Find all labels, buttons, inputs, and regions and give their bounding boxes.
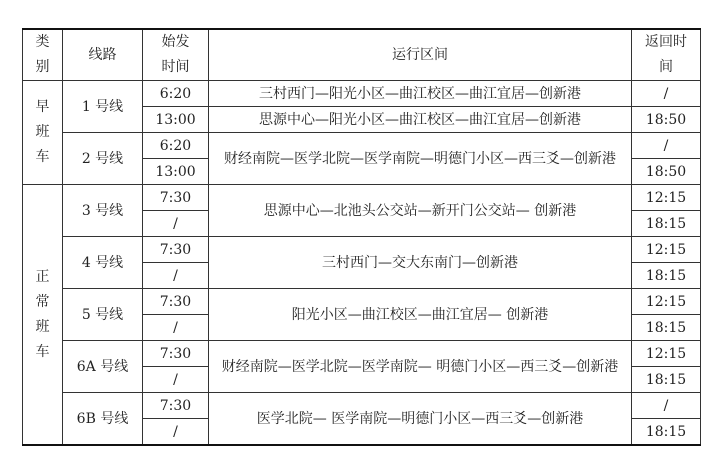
departure-time: 6:20 xyxy=(143,81,209,107)
header-route: 线路 xyxy=(63,29,143,81)
bus-schedule-table xyxy=(22,28,701,446)
table-row xyxy=(23,289,701,315)
departure-time: / xyxy=(143,315,209,341)
route-section: 财经南院—医学北院—医学南院— 明德门小区—西三爻—创新港 xyxy=(209,341,632,393)
return-time: 12:15 xyxy=(632,185,701,211)
return-time: 12:15 xyxy=(632,289,701,315)
category-early: 早班车 xyxy=(23,81,63,185)
route-section: 阳光小区—曲江校区—曲江宜居— 创新港 xyxy=(209,289,632,341)
route-section: 医学北院— 医学南院—明德门小区—西三爻—创新港 xyxy=(209,393,632,446)
departure-time: 7:30 xyxy=(143,341,209,367)
route-name: 4 号线 xyxy=(63,237,143,289)
category-regular: 正常班车 xyxy=(23,185,63,446)
return-time: / xyxy=(632,133,701,159)
departure-time: 7:30 xyxy=(143,185,209,211)
departure-time: / xyxy=(143,419,209,446)
table-row xyxy=(23,185,701,211)
table-row xyxy=(23,133,701,159)
route-name: 3 号线 xyxy=(63,185,143,237)
header-row xyxy=(23,29,701,81)
return-time: 18:15 xyxy=(632,367,701,393)
route-name: 5 号线 xyxy=(63,289,143,341)
table-row xyxy=(23,81,701,107)
route-name: 6A 号线 xyxy=(63,341,143,393)
departure-time: 6:20 xyxy=(143,133,209,159)
return-time: 18:15 xyxy=(632,263,701,289)
return-time: 18:50 xyxy=(632,107,701,133)
return-time: 18:50 xyxy=(632,159,701,185)
route-section: 思源中心—阳光小区—曲江校区—曲江宜居—创新港 xyxy=(209,107,632,133)
table-row xyxy=(23,341,701,367)
departure-time: / xyxy=(143,263,209,289)
return-time: 18:15 xyxy=(632,419,701,446)
departure-time: 13:00 xyxy=(143,107,209,133)
return-time: 12:15 xyxy=(632,237,701,263)
route-section: 三村西门—阳光小区—曲江校区—曲江宜居—创新港 xyxy=(209,81,632,107)
route-name: 1 号线 xyxy=(63,81,143,133)
route-section: 三村西门—交大东南门—创新港 xyxy=(209,237,632,289)
departure-time: / xyxy=(143,211,209,237)
table-row xyxy=(23,393,701,419)
header-return: 返回时间 xyxy=(632,29,701,81)
table-row xyxy=(23,237,701,263)
route-section: 财经南院—医学北院—医学南院—明德门小区—西三爻—创新港 xyxy=(209,133,632,185)
header-section: 运行区间 xyxy=(209,29,632,81)
route-section: 思源中心—北池头公交站—新开门公交站— 创新港 xyxy=(209,185,632,237)
departure-time: 7:30 xyxy=(143,393,209,419)
return-time: / xyxy=(632,81,701,107)
departure-time: 7:30 xyxy=(143,237,209,263)
return-time: / xyxy=(632,393,701,419)
departure-time: 7:30 xyxy=(143,289,209,315)
route-name: 6B 号线 xyxy=(63,393,143,446)
header-departure: 始发时间 xyxy=(143,29,209,81)
return-time: 12:15 xyxy=(632,341,701,367)
route-name: 2 号线 xyxy=(63,133,143,185)
departure-time: 13:00 xyxy=(143,159,209,185)
return-time: 18:15 xyxy=(632,315,701,341)
return-time: 18:15 xyxy=(632,211,701,237)
departure-time: / xyxy=(143,367,209,393)
header-type: 类别 xyxy=(23,29,63,81)
